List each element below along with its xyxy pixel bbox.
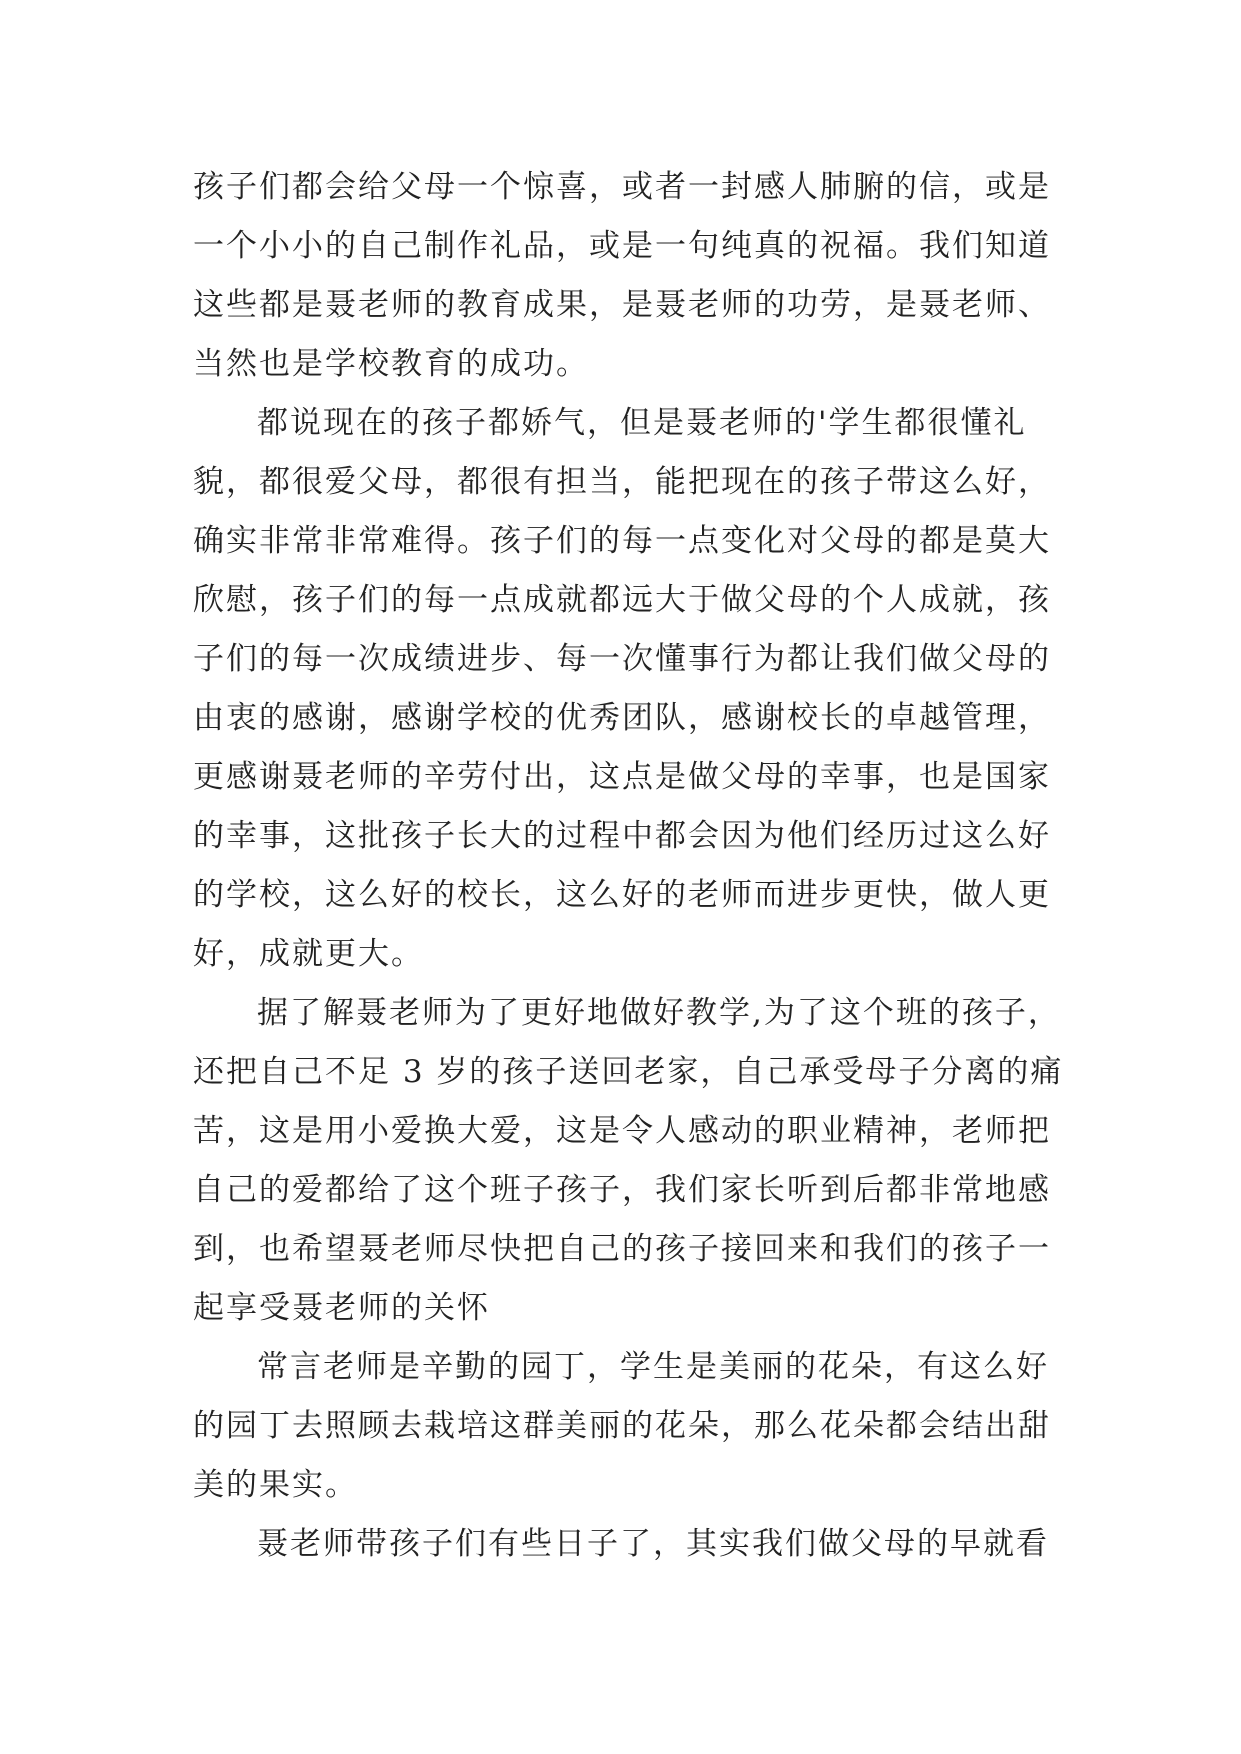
body-text <box>193 158 1073 1574</box>
paragraph-first-line: 都说现在的孩子都娇气，但是聂老师的'学生都很懂礼 <box>257 405 1027 441</box>
text-line: 好，成就更大。 <box>193 936 424 972</box>
text-line: 一个小小的自己制作礼品，或是一句纯真的祝福。我们知道 <box>193 228 1051 264</box>
text-line: 这些都是聂老师的教育成果，是聂老师的功劳，是聂老师、 <box>193 287 1051 323</box>
text-line: 当然也是学校教育的成功。 <box>193 346 589 382</box>
paragraph-first-line: 常言老师是辛勤的园丁，学生是美丽的花朵，有这么好 <box>257 1349 1049 1385</box>
text-line: 还把自己不足 3 岁的孩子送回老家，自己承受母子分离的痛 <box>193 1054 1064 1090</box>
text-line: 的园丁去照顾去栽培这群美丽的花朵，那么花朵都会结出甜 <box>193 1408 1051 1444</box>
paragraph-first-line: 据了解聂老师为了更好地做好教学,为了这个班的孩子， <box>257 995 1061 1031</box>
text-line: 欣慰，孩子们的每一点成就都远大于做父母的个人成就，孩 <box>193 582 1051 618</box>
text-line: 苦，这是用小爱换大爱，这是令人感动的职业精神，老师把 <box>193 1113 1051 1149</box>
text-line: 的学校，这么好的校长，这么好的老师而进步更快，做人更 <box>193 877 1051 913</box>
text-line: 由衷的感谢，感谢学校的优秀团队，感谢校长的卓越管理， <box>193 700 1051 736</box>
text-line: 貌，都很爱父母，都很有担当，能把现在的孩子带这么好， <box>193 464 1051 500</box>
text-line: 自己的爱都给了这个班子孩子，我们家长听到后都非常地感 <box>193 1172 1051 1208</box>
text-line: 美的果实。 <box>193 1467 358 1503</box>
paragraph-first-line: 聂老师带孩子们有些日子了，其实我们做父母的早就看 <box>257 1526 1049 1562</box>
text-line: 的幸事，这批孩子长大的过程中都会因为他们经历过这么好 <box>193 818 1051 854</box>
text-line: 确实非常非常难得。孩子们的每一点变化对父母的都是莫大 <box>193 523 1051 559</box>
text-line: 更感谢聂老师的辛劳付出，这点是做父母的幸事，也是国家 <box>193 759 1051 795</box>
text-line: 孩子们都会给父母一个惊喜，或者一封感人肺腑的信，或是 <box>193 169 1051 205</box>
text-line: 到，也希望聂老师尽快把自己的孩子接回来和我们的孩子一 <box>193 1231 1051 1267</box>
text-line: 子们的每一次成绩进步、每一次懂事行为都让我们做父母的 <box>193 641 1051 677</box>
text-line: 起享受聂老师的关怀 <box>193 1290 490 1326</box>
